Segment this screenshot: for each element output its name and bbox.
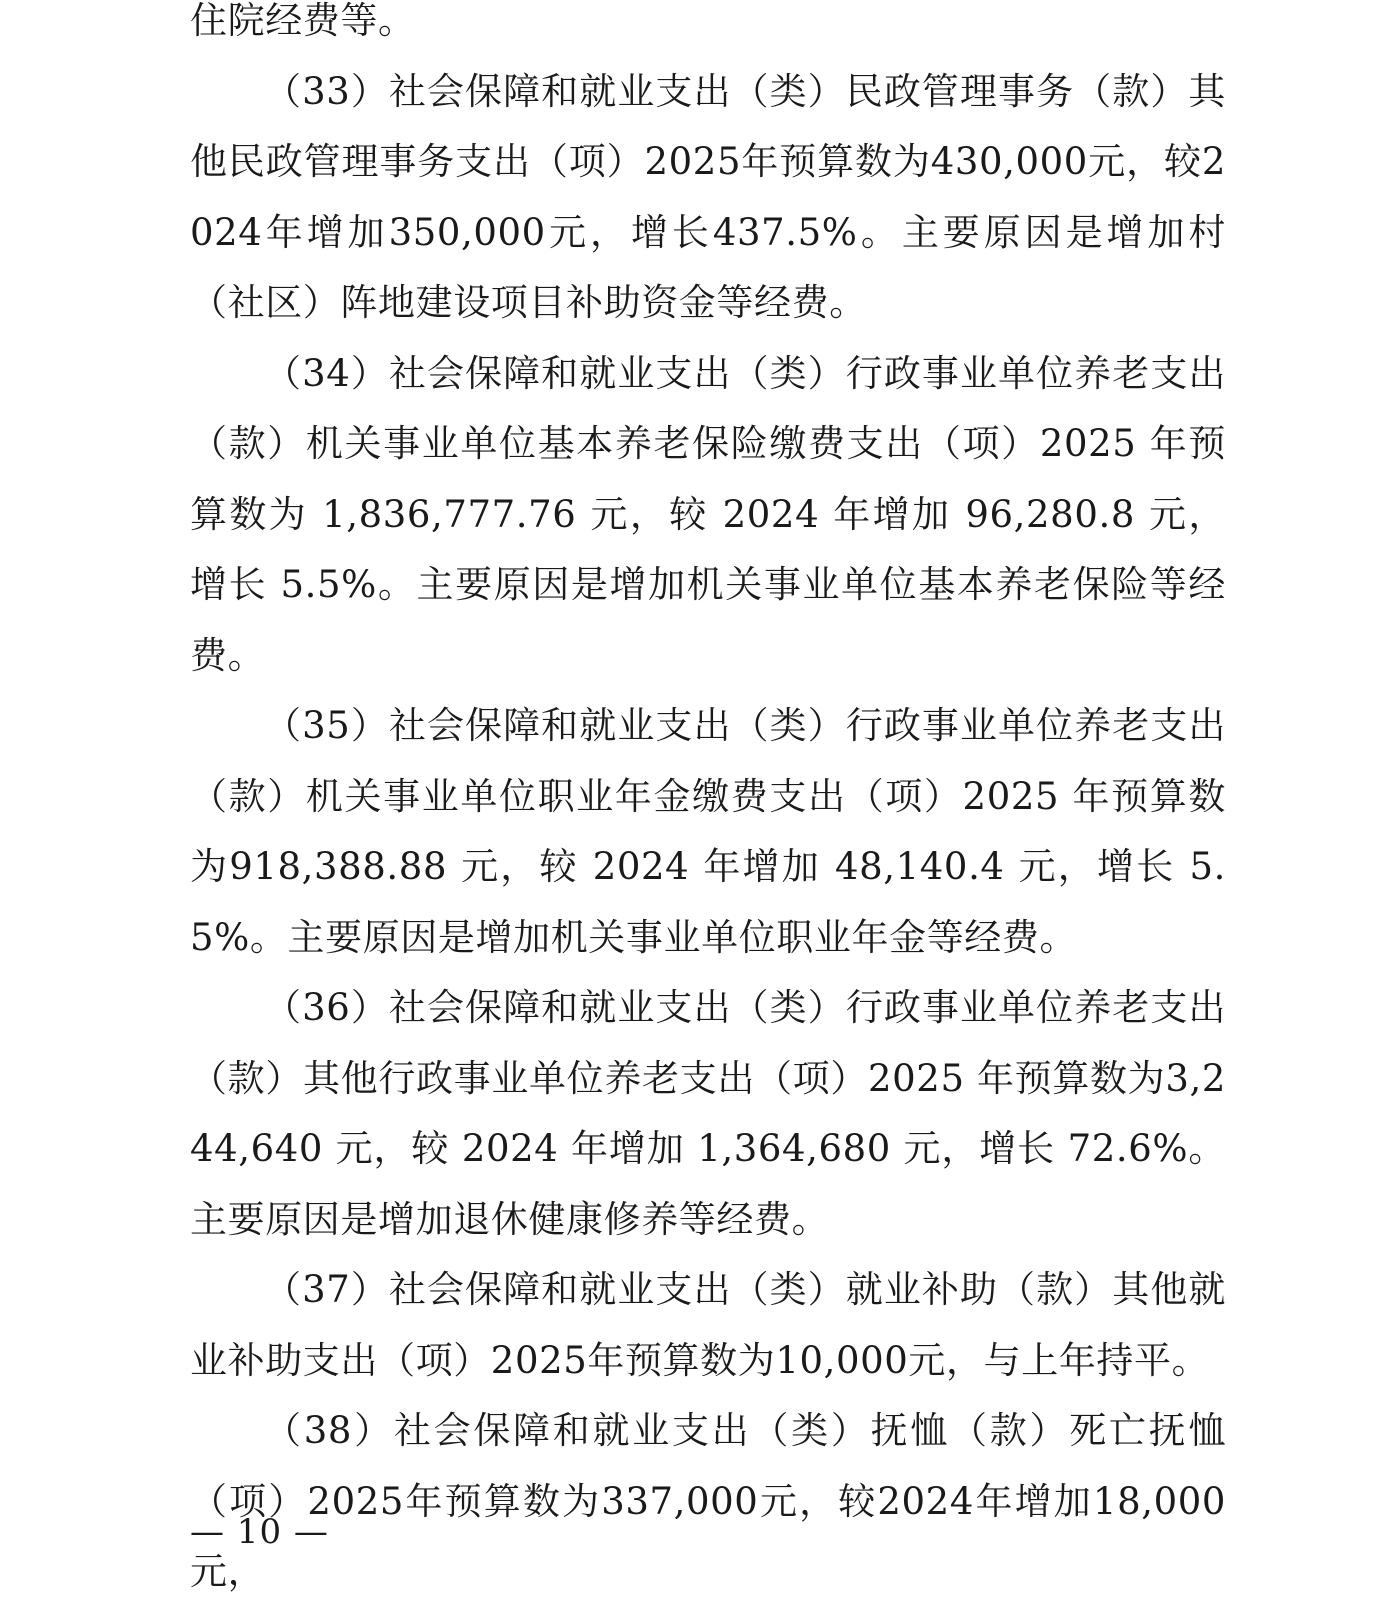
paragraph-item-35: （35）社会保障和就业支出（类）行政事业单位养老支出（款）机关事业单位职业年金缴费支出（项）2025 年预算数为918,388.88 元，较 2024 年增加 48,140.4 元，增长 5.5%。主要原因是增加机关事业单位职业年金等经费。 bbox=[190, 704, 1226, 959]
paragraph-item-33: （33）社会保障和就业支出（类）民政管理事务（款）其他民政管理事务支出（项）2025年预算数为430,000元，较2024年增加350,000元，增长437.5%。主要原因是增加村（社区）阵地建设项目补助资金等经费。 bbox=[190, 69, 1226, 324]
paragraph-item-34: （34）社会保障和就业支出（类）行政事业单位养老支出（款）机关事业单位基本养老保险缴费支出（项）2025 年预算数为 1,836,777.76 元，较 2024 年增加 96,280.8 元，增长 5.5%。主要原因是增加机关事业单位基本养老保险等经费。 bbox=[190, 351, 1226, 677]
paragraph-item-36: （36）社会保障和就业支出（类）行政事业单位养老支出（款）其他行政事业单位养老支出（项）2025 年预算数为3,244,640 元，较 2024 年增加 1,364,680 元，增长 72.6%。主要原因是增加退休健康修养等经费。 bbox=[190, 986, 1226, 1241]
paragraph-item-37: （37）社会保障和就业支出（类）就业补助（款）其他就业补助支出（项）2025年预算数为10,000元，与上年持平。 bbox=[190, 1268, 1226, 1382]
document-body bbox=[190, 0, 1226, 1608]
page-number: — 10 — bbox=[190, 1512, 329, 1552]
paragraph-continuation: 住院经费等。 bbox=[190, 0, 416, 42]
paragraph-item-38: （38）社会保障和就业支出（类）抚恤（款）死亡抚恤（项）2025年预算数为337,000元，较2024年增加18,000元， bbox=[190, 1409, 1226, 1593]
